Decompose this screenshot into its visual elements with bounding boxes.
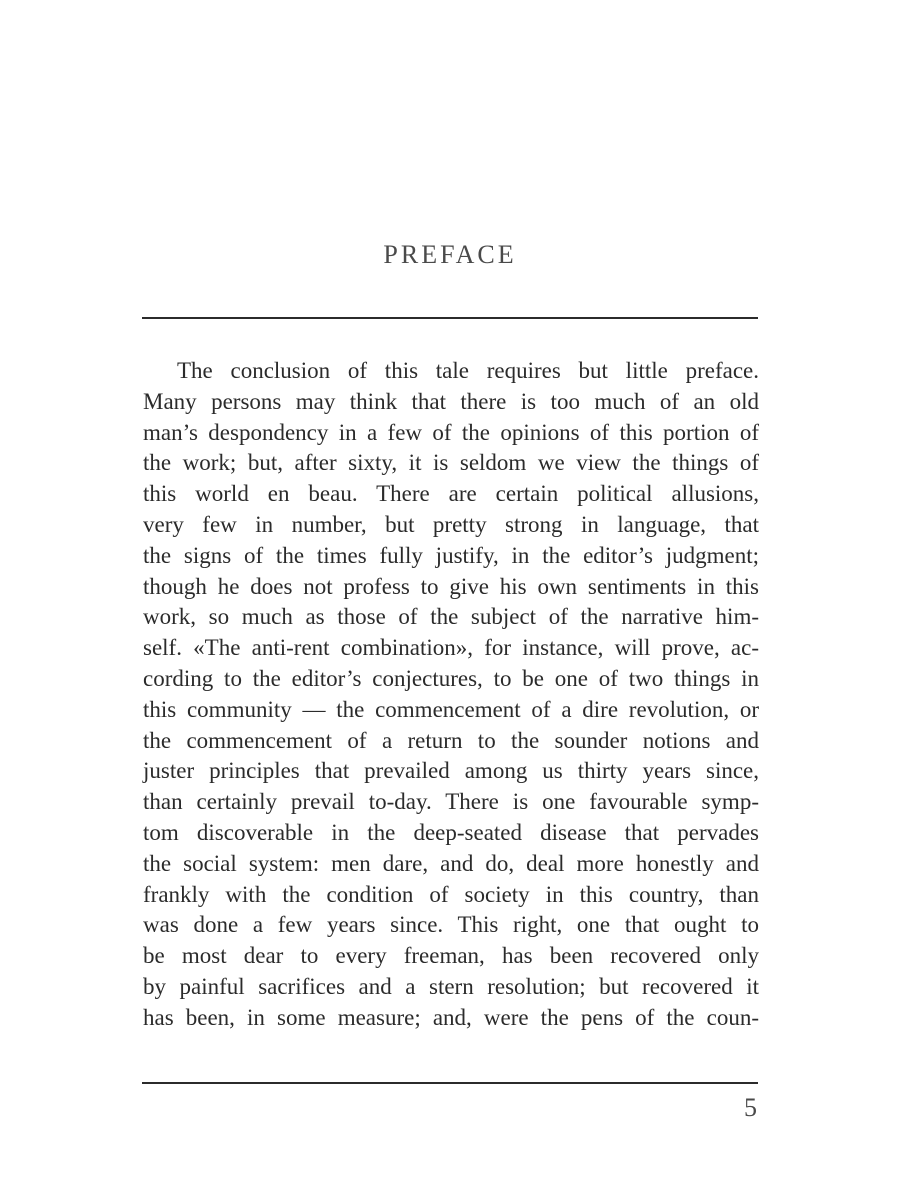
text-line: tom discoverable in the deep-seated disease that pervades [143, 819, 759, 845]
page-title: PREFACE [383, 240, 517, 269]
text-line: work, so much as those of the subject of the narrative him- [143, 604, 759, 630]
text-line: this community — the commencement of a dire revolution, or [143, 696, 759, 722]
text-line: frankly with the condition of society in this country, than [143, 881, 759, 907]
text-line: by painful sacrifices and a stern resolution; but recovered it [143, 973, 759, 999]
top-divider [142, 317, 758, 319]
page-number: 5 [744, 1093, 757, 1122]
text-line: has been, in some measure; and, were the pens of the coun- [143, 1004, 759, 1030]
text-line: cording to the editor’s conjectures, to be one of two things in [143, 665, 759, 691]
preface-body [143, 356, 759, 1034]
text-line: man’s despondency in a few of the opinions of this portion of [143, 419, 759, 445]
bottom-divider [142, 1082, 758, 1084]
text-line: the work; but, after sixty, it is seldom we view the things of [143, 450, 759, 476]
text-line: self. «The anti-rent combination», for instance, will prove, ac- [143, 635, 759, 661]
text-line: be most dear to every freeman, has been recovered only [143, 943, 759, 969]
text-line: very few in number, but pretty strong in language, that [143, 511, 759, 537]
text-line: this world en beau. There are certain political allusions, [143, 481, 759, 507]
text-line: than certainly prevail to-day. There is one favourable symp- [143, 789, 759, 815]
text-line: the social system: men dare, and do, deal more honestly and [143, 850, 759, 876]
text-line: was done a few years since. This right, one that ought to [143, 912, 759, 938]
text-line: Many persons may think that there is too much of an old [143, 388, 759, 414]
text-line: though he does not profess to give his own sentiments in this [143, 573, 759, 599]
text-line: the commencement of a return to the sounder notions and [143, 727, 759, 753]
text-line: juster principles that prevailed among us thirty years since, [143, 758, 759, 784]
text-line: the signs of the times fully justify, in the editor’s judgment; [143, 542, 759, 568]
text-line: The conclusion of this tale requires but little preface. [177, 358, 759, 383]
